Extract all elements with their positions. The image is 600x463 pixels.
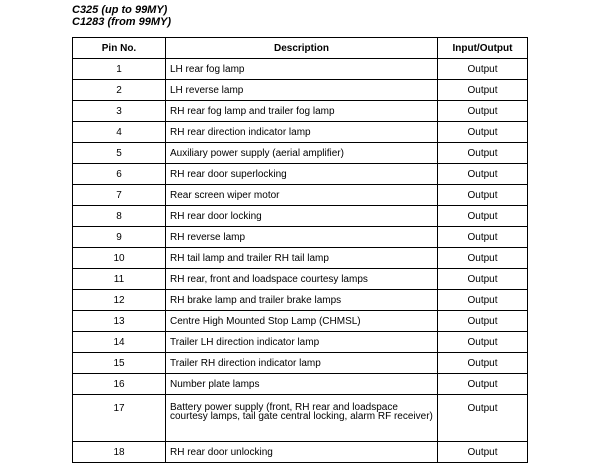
pin-description: RH rear door unlocking	[166, 442, 438, 463]
pin-io: Output	[438, 374, 528, 395]
table-row	[73, 395, 528, 442]
pin-io: Output	[438, 332, 528, 353]
pin-io: Output	[438, 442, 528, 463]
pin-number: 11	[73, 269, 166, 290]
column-header-description: Description	[166, 38, 438, 59]
pin-io: Output	[438, 80, 528, 101]
pin-io: Output	[438, 311, 528, 332]
pin-io: Output	[438, 269, 528, 290]
pin-description: Auxiliary power supply (aerial amplifier)	[166, 143, 438, 164]
pin-number: 18	[73, 442, 166, 463]
pin-number: 4	[73, 122, 166, 143]
pin-io: Output	[438, 227, 528, 248]
pin-io: Output	[438, 101, 528, 122]
pin-number: 12	[73, 290, 166, 311]
connector-id-pre-99my: C325 (up to 99MY)	[72, 4, 168, 16]
table-row	[73, 332, 528, 353]
table-row	[73, 185, 528, 206]
table-row	[73, 290, 528, 311]
pin-io: Output	[438, 248, 528, 269]
pin-io: Output	[438, 395, 528, 442]
pin-number: 5	[73, 143, 166, 164]
table-row	[73, 59, 528, 80]
table-row	[73, 269, 528, 290]
pin-number: 13	[73, 311, 166, 332]
pin-io: Output	[438, 353, 528, 374]
table-row	[73, 442, 528, 463]
table-row	[73, 353, 528, 374]
column-header-pin: Pin No.	[73, 38, 166, 59]
pin-description: Trailer LH direction indicator lamp	[166, 332, 438, 353]
table-row	[73, 143, 528, 164]
pin-number: 8	[73, 206, 166, 227]
pin-number: 16	[73, 374, 166, 395]
pin-description: LH reverse lamp	[166, 80, 438, 101]
column-header-input-output: Input/Output	[438, 38, 528, 59]
table-row	[73, 101, 528, 122]
table-row	[73, 311, 528, 332]
pin-description: RH rear door locking	[166, 206, 438, 227]
header-row	[73, 38, 528, 59]
pin-description: RH rear direction indicator lamp	[166, 122, 438, 143]
pin-number: 2	[73, 80, 166, 101]
table-row	[73, 164, 528, 185]
pin-table	[72, 37, 528, 463]
pin-description: RH reverse lamp	[166, 227, 438, 248]
connector-heading	[72, 4, 171, 28]
pin-number: 15	[73, 353, 166, 374]
pin-description: RH rear, front and loadspace courtesy lamps	[166, 269, 438, 290]
table-row	[73, 206, 528, 227]
pin-io: Output	[438, 122, 528, 143]
pin-io: Output	[438, 164, 528, 185]
pin-description: Centre High Mounted Stop Lamp (CHMSL)	[166, 311, 438, 332]
table-row	[73, 227, 528, 248]
pin-description: RH tail lamp and trailer RH tail lamp	[166, 248, 438, 269]
table-row	[73, 248, 528, 269]
pin-number: 10	[73, 248, 166, 269]
table-row	[73, 374, 528, 395]
pin-description: RH rear fog lamp and trailer fog lamp	[166, 101, 438, 122]
table-row	[73, 80, 528, 101]
pin-number: 14	[73, 332, 166, 353]
pin-io: Output	[438, 290, 528, 311]
pin-description: RH rear door superlocking	[166, 164, 438, 185]
pin-number: 7	[73, 185, 166, 206]
pin-number: 17	[73, 395, 166, 442]
pin-description: Trailer RH direction indicator lamp	[166, 353, 438, 374]
pin-description: RH brake lamp and trailer brake lamps	[166, 290, 438, 311]
table-row	[73, 122, 528, 143]
pin-number: 9	[73, 227, 166, 248]
pin-description: Rear screen wiper motor	[166, 185, 438, 206]
pin-io: Output	[438, 143, 528, 164]
pin-number: 3	[73, 101, 166, 122]
pin-io: Output	[438, 59, 528, 80]
pin-number: 1	[73, 59, 166, 80]
pin-description: LH rear fog lamp	[166, 59, 438, 80]
pin-io: Output	[438, 206, 528, 227]
pin-description: Battery power supply (front, RH rear and loadspace courtesy lamps, tail gate central locking, alarm RF receiver)	[166, 395, 438, 442]
connector-id-from-99my: C1283 (from 99MY)	[72, 16, 172, 28]
pin-number: 6	[73, 164, 166, 185]
pin-description: Number plate lamps	[166, 374, 438, 395]
pin-io: Output	[438, 185, 528, 206]
